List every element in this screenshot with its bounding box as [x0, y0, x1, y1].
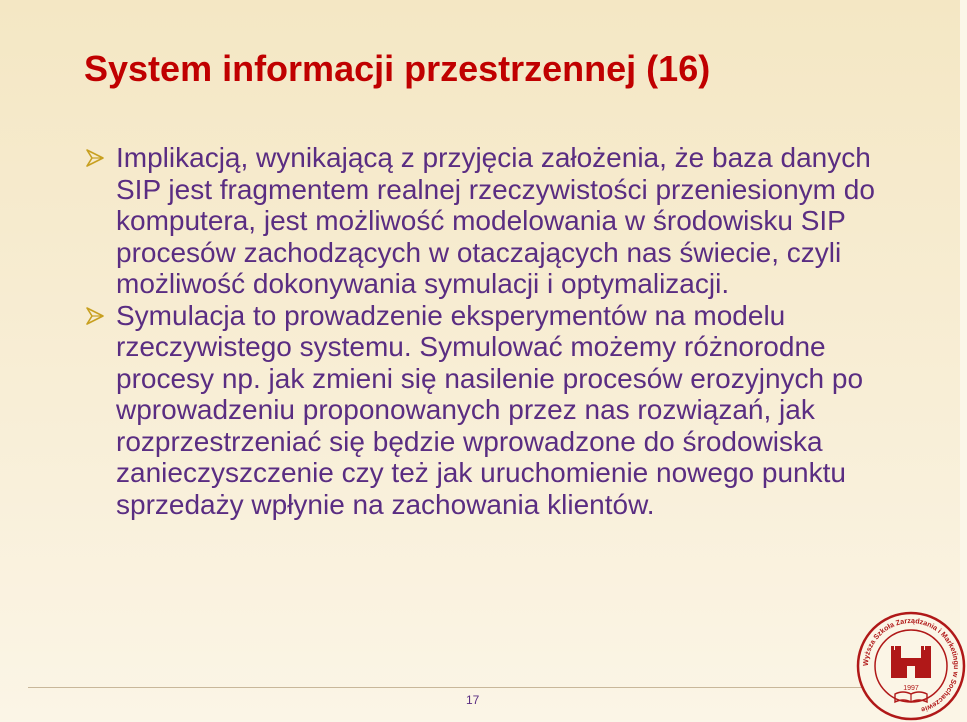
page-number: 17: [466, 693, 480, 707]
seal-ring-text: Wyższa Szkoła Zarządzania i Marketingu w Sochaczewie: [860, 615, 962, 715]
bullet-item: [84, 142, 904, 300]
bullet-text: Implikacją, wynikającą z przyjęcia założenia, że baza danych SIP jest fragmentem realnej rzeczywistości przeniesionym do komputera, jest możliwość modelowania w środowisku SIP procesów zachodzących w otaczających nas świecie, czyli możliwość dokonywania symulacji i optymalizacji.: [116, 142, 875, 299]
bullet-text: Symulacja to prowadzenie eksperymentów na modelu rzeczywistego systemu. Symulować możemy różnorodne procesy np. jak zmieni się nasilenie procesów erozyjnych po wprowadzeniu proponowanych przez nas rozwiązań, jak rozprzestrzeniać się będzie wprowadzone do środowiska zanieczyszczenie czy też jak uruchomienie nowego punktu sprzedaży wpłynie na zachowania klientów.: [116, 299, 864, 520]
slide-title: System informacji przestrzennej (16): [84, 48, 711, 89]
arrowhead-bullet-icon: [84, 305, 106, 327]
bullet-item: [84, 300, 904, 521]
arrowhead-bullet-icon: [84, 147, 106, 169]
bullet-list: [84, 142, 904, 520]
university-seal-icon: [855, 610, 967, 722]
footer-divider: [28, 687, 868, 688]
seal-year: 1997: [903, 685, 919, 692]
